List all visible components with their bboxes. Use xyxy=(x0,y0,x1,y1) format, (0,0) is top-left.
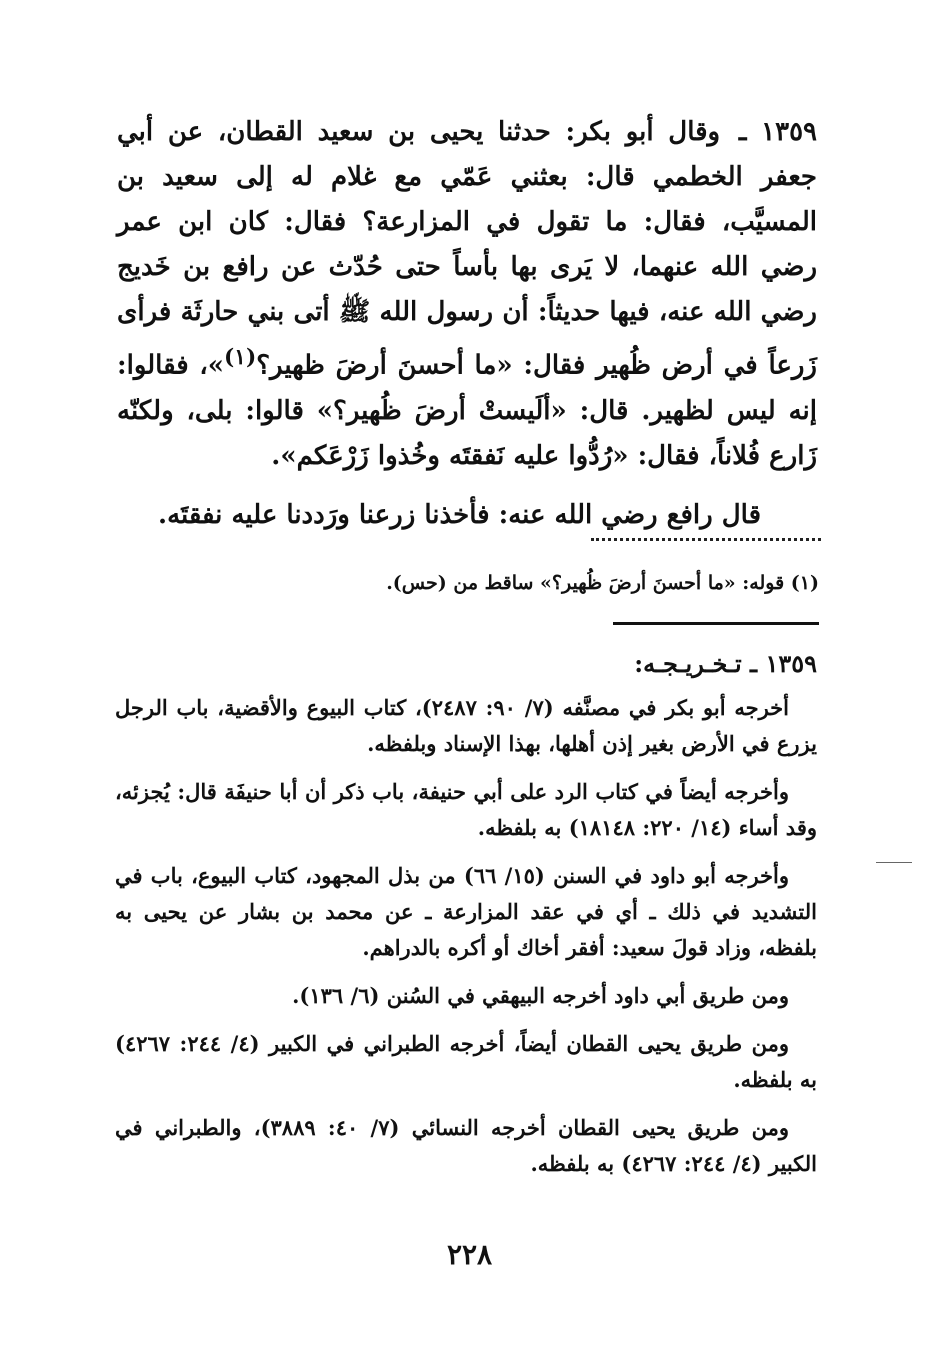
takhrij-paragraph: وأخرجه أيضاً في كتاب الرد على أبي حنيفة، باب ذكر أن أبا حنيفَة قال: يُجزئه، وقد أساء (١٤/ ٢٢٠: ١٨١٤٨) به بلفظه. xyxy=(115,779,817,840)
hadith-text: وقال أبو بكر: حدثنا يحيى بن سعيد القطان، عن أبي جعفر الخطمي قال: بعثني عَمّي مع غلام له إلى سعيد بن المسيَّب، فقال: ما تقول في المزارعة؟ فقال: كان ابن عمر رضي الله عنهما، لا يَرى بها بأساً حتى حُدّث عن رافع بن خَديج رضي الله عنه، فيها حديثاً: أن رسول الله ﷺ أتى بني حارثَة فرأى زَرعاً في أرض ظُهير فقال: «ما أحسنَ أرضَ ظهير؟ xyxy=(117,117,817,381)
takhrij-paragraph: ومن طريق يحيى القطان أيضاً، أخرجه الطبراني في الكبير (٤/ ٢٤٤: ٤٢٦٧) به بلفظه. xyxy=(115,1031,817,1092)
footnote-separator xyxy=(591,538,821,545)
section-divider xyxy=(613,622,819,625)
footnote: (١) قوله: «ما أحسنَ أرضَ ظُهير؟» ساقط من (حس). xyxy=(386,572,819,594)
hadith-paragraph xyxy=(117,110,817,479)
takhrij-paragraph: وأخرجه أبو داود في السنن (١٥/ ٦٦) من بذل المجهود، كتاب البيوع، باب في التشديد في ذلك ـ أي في عقد المزارعة ـ عن محمد بن بشار عن يحيى به بلفظه، وزاد قولَ سعيد: أفقر أخاك أو أكره بالدراهم. xyxy=(115,863,817,960)
footnote-reference: (١) xyxy=(224,345,257,370)
closing-statement: قال رافع رضي الله عنه: فأخذنا زرعنا ورَددنا عليه نفقتَه. xyxy=(158,499,761,530)
hadith-text-continued: »، فقالوا: إنه ليس لظهير. قال: «ألَيستْ أرضَ ظُهير؟» قالوا: بلى، ولكنّه زَارع فُلاناً، فقال: «رُدُّوا عليه نَفقتَه وخُذوا زَرْعَكم». xyxy=(117,350,817,471)
page-number: ٢٢٨ xyxy=(446,1238,493,1271)
hadith-number: ١٣٥٩ ـ xyxy=(738,117,817,147)
hadith-block xyxy=(117,110,817,538)
takhrij-section xyxy=(115,646,817,1194)
takhrij-heading: ١٣٥٩ ـ تـخـريـجـه: xyxy=(634,649,817,678)
takhrij-paragraph: ومن طريق يحيى القطان أخرجه النسائي (٧/ ٤٠: ٣٨٨٩)، والطبراني في الكبير (٤/ ٢٤٤: ٤٢٦٧) به بلفظه. xyxy=(115,1115,817,1176)
scan-margin-mark xyxy=(876,862,912,863)
takhrij-paragraph: ومن طريق أبي داود أخرجه البيهقي في السُنن (٦/ ١٣٦). xyxy=(292,983,789,1008)
takhrij-paragraph: أخرجه أبو بكر في مصنَّفه (٧/ ٩٠: ٢٤٨٧)، كتاب البيوع والأقضية، باب الرجل يزرع في الأرض بغير إذن أهلها، بهذا الإسناد وبلفظه. xyxy=(115,695,817,756)
